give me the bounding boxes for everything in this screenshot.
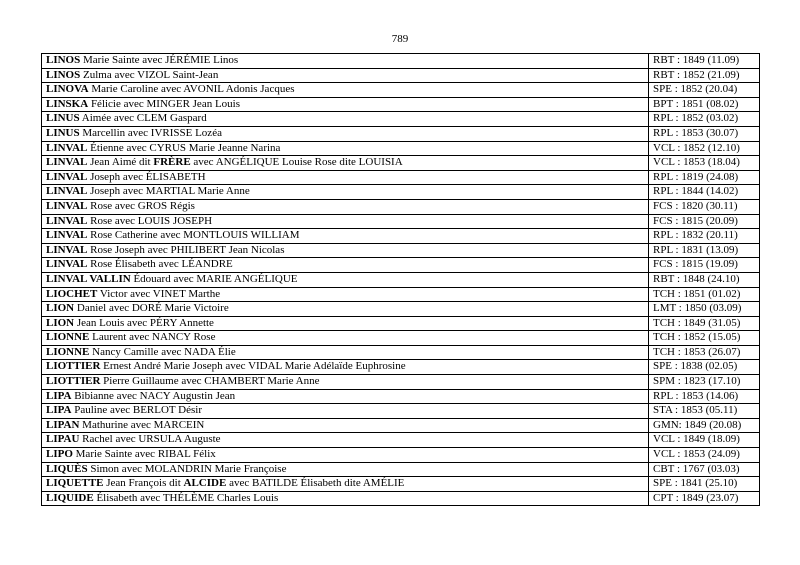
surname: LINOS	[46, 54, 81, 66]
surname: LIPAU	[46, 433, 80, 446]
spouse-details: Ernest André Marie Joseph avec VIDAL Marie Adélaïde Euphrosine	[100, 360, 406, 373]
register-reference: FCS : 1820 (30.11)	[649, 199, 760, 214]
register-reference: FCS : 1815 (19.09)	[649, 258, 760, 273]
spouse-details: Marcellin avec IVRISSE Lozéa	[79, 126, 222, 139]
register-reference: TCH : 1852 (15.05)	[649, 331, 760, 346]
register-reference: CBT : 1767 (03.03)	[649, 462, 760, 477]
register-reference: RPL : 1852 (03.02)	[649, 112, 760, 127]
surname: LIOTTIER	[46, 360, 101, 373]
marriage-register-table	[41, 53, 760, 506]
entry-names-cell	[42, 360, 649, 375]
entry-names-cell	[42, 316, 649, 331]
page-number: 789	[391, 33, 409, 45]
table-row	[42, 375, 760, 390]
table-row	[42, 170, 760, 185]
register-reference: BPT : 1851 (08.02)	[649, 97, 760, 112]
entry-names-cell	[42, 331, 649, 346]
table-row	[42, 126, 760, 141]
table-row	[42, 83, 760, 98]
register-reference: GMN: 1849 (20.08)	[649, 418, 760, 433]
entry-names-cell	[42, 375, 649, 390]
spouse-details: Mathurine avec MARCEIN	[79, 418, 205, 431]
spouse-details: Aimée avec CLEM Gaspard	[79, 112, 207, 125]
table-row	[42, 112, 760, 127]
spouse-details: Rachel avec URSULA Auguste	[79, 433, 221, 446]
surname: LINVAL	[46, 156, 88, 169]
table-row	[42, 404, 760, 419]
spouse-details: Simon avec MOLANDRIN Marie Françoise	[87, 462, 287, 475]
surname: LIQUÈS	[46, 462, 88, 475]
entry-names-cell	[42, 141, 649, 156]
register-reference: VCL : 1853 (18.04)	[649, 156, 760, 171]
register-reference: TCH : 1849 (31.05)	[649, 316, 760, 331]
spouse-details: Rose Élisabeth avec LÉANDRE	[87, 258, 233, 271]
spouse-details: Pauline avec BERLOT Désir	[71, 404, 203, 417]
entry-names-cell	[42, 345, 649, 360]
surname: LIONNE	[46, 331, 90, 344]
table-row	[42, 141, 760, 156]
table-row	[42, 272, 760, 287]
table-row	[42, 258, 760, 273]
spouse-details: Joseph avec ÉLISABETH	[87, 170, 206, 183]
spouse-details: Rose Catherine avec MONTLOUIS WILLIAM	[87, 229, 300, 242]
table-row	[42, 462, 760, 477]
spouse-details: Marie Sainte avec JÉRÉMIE Linos	[80, 54, 239, 66]
entry-names-cell	[42, 404, 649, 419]
register-reference: SPE : 1852 (20.04)	[649, 83, 760, 98]
surname: LINOS	[46, 68, 81, 81]
spouse-details: Rose avec GROS Régis	[87, 199, 195, 212]
register-reference: RBT : 1852 (21.09)	[649, 68, 760, 83]
entry-names-cell	[42, 126, 649, 141]
table-row	[42, 389, 760, 404]
spouse-details: Daniel avec DORÉ Marie Victoire	[74, 302, 229, 315]
table-row	[42, 331, 760, 346]
surname: LINVAL	[46, 214, 88, 227]
surname: LIQUETTE	[46, 477, 104, 490]
entry-names-cell	[42, 258, 649, 273]
entry-names-cell	[42, 243, 649, 258]
register-reference: TCH : 1851 (01.02)	[649, 287, 760, 302]
entry-names-cell	[42, 97, 649, 112]
register-reference: RPL : 1819 (24.08)	[649, 170, 760, 185]
surname: LIPO	[46, 448, 73, 461]
table-row	[42, 199, 760, 214]
entry-names-cell	[42, 185, 649, 200]
surname: LIPA	[46, 404, 72, 417]
table-row	[42, 229, 760, 244]
surname: LINVAL	[46, 199, 88, 212]
spouse-details: Jean Louis avec PÉRY Annette	[74, 316, 214, 329]
surname: LIPAN	[46, 418, 80, 431]
register-reference: RPL : 1853 (14.06)	[649, 389, 760, 404]
table-row	[42, 360, 760, 375]
spouse-details: Élisabeth avec THÉLÈME Charles Louis	[93, 491, 279, 504]
register-reference: LMT : 1850 (03.09)	[649, 302, 760, 317]
register-reference: VCL : 1853 (24.09)	[649, 448, 760, 463]
register-reference: RBT : 1848 (24.10)	[649, 272, 760, 287]
surname: LIOCHET	[46, 287, 98, 300]
surname: LIOTTIER	[46, 375, 101, 388]
table-row	[42, 316, 760, 331]
register-reference: TCH : 1853 (26.07)	[649, 345, 760, 360]
entry-names-cell	[42, 214, 649, 229]
entry-names-cell	[42, 229, 649, 244]
entry-names-cell	[42, 156, 649, 171]
surname: LINSKA	[46, 97, 89, 110]
entry-names-cell	[42, 477, 649, 492]
surname: LINUS	[46, 126, 80, 139]
entry-names-cell	[42, 170, 649, 185]
entry-names-cell	[42, 433, 649, 448]
table-row	[42, 214, 760, 229]
spouse-details: Marie Sainte avec RIBAL Félix	[72, 448, 216, 461]
spouse-details: avec BATILDE Élisabeth dite AMÉLIE	[226, 477, 405, 490]
table-row	[42, 448, 760, 463]
table-row	[42, 477, 760, 492]
entry-names-cell	[42, 389, 649, 404]
surname: LINVAL VALLIN	[46, 272, 131, 285]
spouse-details: Félicie avec MINGER Jean Louis	[88, 97, 241, 110]
table-row	[42, 287, 760, 302]
surname: LINVAL	[46, 170, 88, 183]
spouse-details: Rose Joseph avec PHILIBERT Jean Nicolas	[87, 243, 285, 256]
spouse-details: Laurent avec NANCY Rose	[89, 331, 216, 344]
entry-names-cell	[42, 418, 649, 433]
spouse-details: Marie Caroline avec AVONIL Adonis Jacques	[88, 83, 295, 96]
register-reference: SPM : 1823 (17.10)	[649, 375, 760, 390]
register-reference: RBT : 1849 (11.09)	[649, 54, 760, 69]
surname: LINVAL	[46, 141, 88, 154]
entry-names-cell	[42, 302, 649, 317]
register-reference: RPL : 1844 (14.02)	[649, 185, 760, 200]
table-row	[42, 418, 760, 433]
surname: LIONNE	[46, 345, 90, 358]
spouse-details: Joseph avec MARTIAL Marie Anne	[87, 185, 250, 198]
register-reference: STA : 1853 (05.11)	[649, 404, 760, 419]
table-row	[42, 491, 760, 506]
surname: LINVAL	[46, 258, 88, 271]
spouse-details: Étienne avec CYRUS Marie Jeanne Narina	[87, 141, 281, 154]
alias-surname: ALCIDE	[183, 477, 227, 490]
spouse-details: Pierre Guillaume avec CHAMBERT Marie Anne	[100, 375, 320, 388]
alias-surname: FRÈRE	[153, 156, 191, 169]
entry-names-cell	[42, 272, 649, 287]
spouse-details: Victor avec VINET Marthe	[97, 287, 221, 300]
spouse-details: Bibianne avec NACY Augustin Jean	[71, 389, 236, 402]
spouse-details: Jean François dit	[103, 477, 184, 490]
spouse-details: Rose avec LOUIS JOSEPH	[87, 214, 213, 227]
table-row	[42, 68, 760, 83]
register-reference: FCS : 1815 (20.09)	[649, 214, 760, 229]
table-row	[42, 97, 760, 112]
entry-names-cell	[42, 462, 649, 477]
register-reference: RPL : 1832 (20.11)	[649, 229, 760, 244]
surname: LIQUIDE	[46, 491, 94, 504]
entry-names-cell	[42, 448, 649, 463]
register-reference: SPE : 1841 (25.10)	[649, 477, 760, 492]
surname: LION	[46, 316, 75, 329]
register-rows	[42, 54, 760, 506]
entry-names-cell	[42, 199, 649, 214]
register-reference: RPL : 1831 (13.09)	[649, 243, 760, 258]
register-reference: VCL : 1849 (18.09)	[649, 433, 760, 448]
surname: LIPA	[46, 389, 72, 402]
table-row	[42, 243, 760, 258]
entry-names-cell	[42, 83, 649, 98]
spouse-details: Zulma avec VIZOL Saint-Jean	[80, 68, 219, 81]
entry-names-cell	[42, 491, 649, 506]
table-row	[42, 302, 760, 317]
table-row	[42, 54, 760, 69]
entry-names-cell	[42, 54, 649, 69]
register-reference: RPL : 1853 (30.07)	[649, 126, 760, 141]
entry-names-cell	[42, 287, 649, 302]
surname: LINUS	[46, 112, 80, 125]
table-row	[42, 433, 760, 448]
spouse-details: Jean Aimé dit	[87, 156, 154, 169]
surname: LINOVA	[46, 83, 89, 96]
entry-names-cell	[42, 68, 649, 83]
surname: LINVAL	[46, 229, 88, 242]
table-row	[42, 345, 760, 360]
surname: LINVAL	[46, 185, 88, 198]
spouse-details: Nancy Camille avec NADA Élie	[89, 345, 236, 358]
register-reference: VCL : 1852 (12.10)	[649, 141, 760, 156]
surname: LION	[46, 302, 75, 315]
entry-names-cell	[42, 112, 649, 127]
spouse-details: avec ANGÉLIQUE Louise Rose dite LOUISIA	[190, 156, 403, 169]
register-reference: CPT : 1849 (23.07)	[649, 491, 760, 506]
spouse-details: Édouard avec MARIE ANGÉLIQUE	[130, 272, 298, 285]
table-row	[42, 185, 760, 200]
register-reference: SPE : 1838 (02.05)	[649, 360, 760, 375]
surname: LINVAL	[46, 243, 88, 256]
table-row	[42, 156, 760, 171]
